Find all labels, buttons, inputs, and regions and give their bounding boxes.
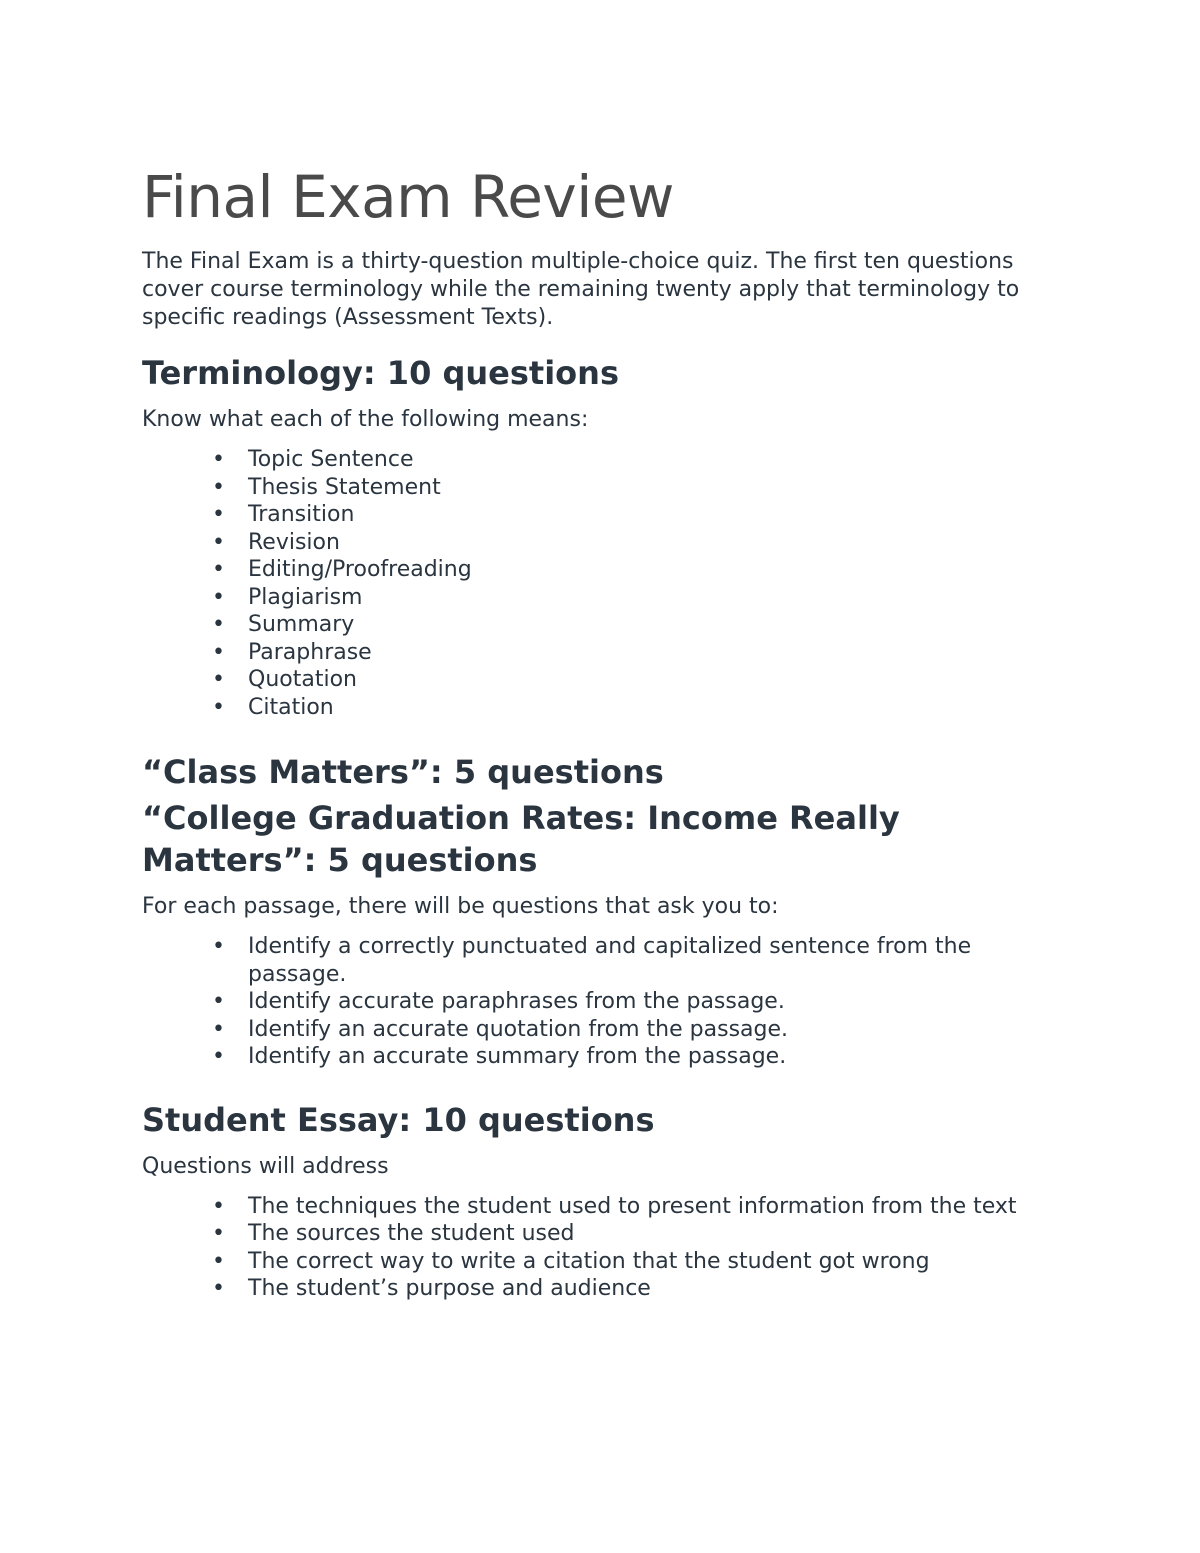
bullet-icon: • (212, 1276, 225, 1301)
list-item: • Citation (212, 694, 334, 720)
essay-list (142, 1193, 1042, 1303)
list-item: • Identify an accurate summary from the passage. (212, 1044, 787, 1069)
bullet-icon: • (212, 694, 225, 720)
bullet-icon: • (212, 667, 225, 692)
bullet-icon: • (212, 584, 225, 610)
list-item: • Revision (212, 529, 340, 555)
bullet-icon: • (212, 529, 225, 555)
bullet-icon: • (212, 612, 225, 637)
bullet-icon: • (212, 1016, 225, 1042)
list-item: • Transition (212, 502, 355, 527)
list-item: • Editing/Proofreading (212, 557, 472, 582)
list-item: • The correct way to write a citation that the student got wrong (212, 1248, 930, 1274)
list-item: • Quotation (212, 667, 357, 692)
list-item: • Summary (212, 612, 355, 637)
list-item: • The sources the student used (212, 1221, 575, 1246)
terminology-heading: Terminology: 10 questions (142, 354, 619, 392)
student-essay-heading: Student Essay: 10 questions (142, 1100, 655, 1139)
bullet-icon: • (212, 934, 225, 959)
bullet-icon: • (212, 1248, 225, 1274)
bullet-icon: • (212, 447, 225, 472)
list-item: • The techniques the student used to present information from the text (212, 1193, 1017, 1219)
list-item: • Identify an accurate quotation from the passage. (212, 1016, 788, 1042)
terminology-prompt: Know what each of the following means: (142, 407, 589, 432)
bullet-icon: • (212, 989, 225, 1014)
document-page (142, 160, 1042, 1303)
graduation-rates-heading: “College Graduation Rates: Income Really Matters”: 5 questions (142, 799, 900, 879)
bullet-icon: • (212, 474, 225, 500)
bullet-icon: • (212, 1193, 225, 1219)
list-item: • Identify accurate paraphrases from the passage. (212, 989, 785, 1014)
list-item: • Identify a correctly punctuated and capitalized sentence from the passage. (212, 934, 972, 987)
list-item: • Topic Sentence (212, 447, 414, 472)
list-item: • The student’s purpose and audience (212, 1276, 651, 1301)
readings-list (142, 933, 1042, 1071)
intro-paragraph: The Final Exam is a thirty-question multiple-choice quiz. The first ten questions cover course terminology while the remaining twenty apply that terminology to specific readings (Assessment Texts). (142, 249, 1020, 330)
page-title: Final Exam Review (142, 163, 674, 231)
essay-prompt: Questions will address (142, 1153, 389, 1179)
bullet-icon: • (212, 639, 225, 665)
bullet-icon: • (212, 1044, 225, 1069)
list-item: • Thesis Statement (212, 474, 441, 500)
class-matters-heading: “Class Matters”: 5 questions (142, 753, 664, 791)
bullet-icon: • (212, 1221, 225, 1246)
readings-prompt: For each passage, there will be questions that ask you to: (142, 894, 779, 919)
bullet-icon: • (212, 502, 225, 527)
list-item: • Paraphrase (212, 639, 372, 665)
list-item: • Plagiarism (212, 584, 363, 610)
terminology-list (142, 446, 1042, 721)
bullet-icon: • (212, 557, 225, 582)
